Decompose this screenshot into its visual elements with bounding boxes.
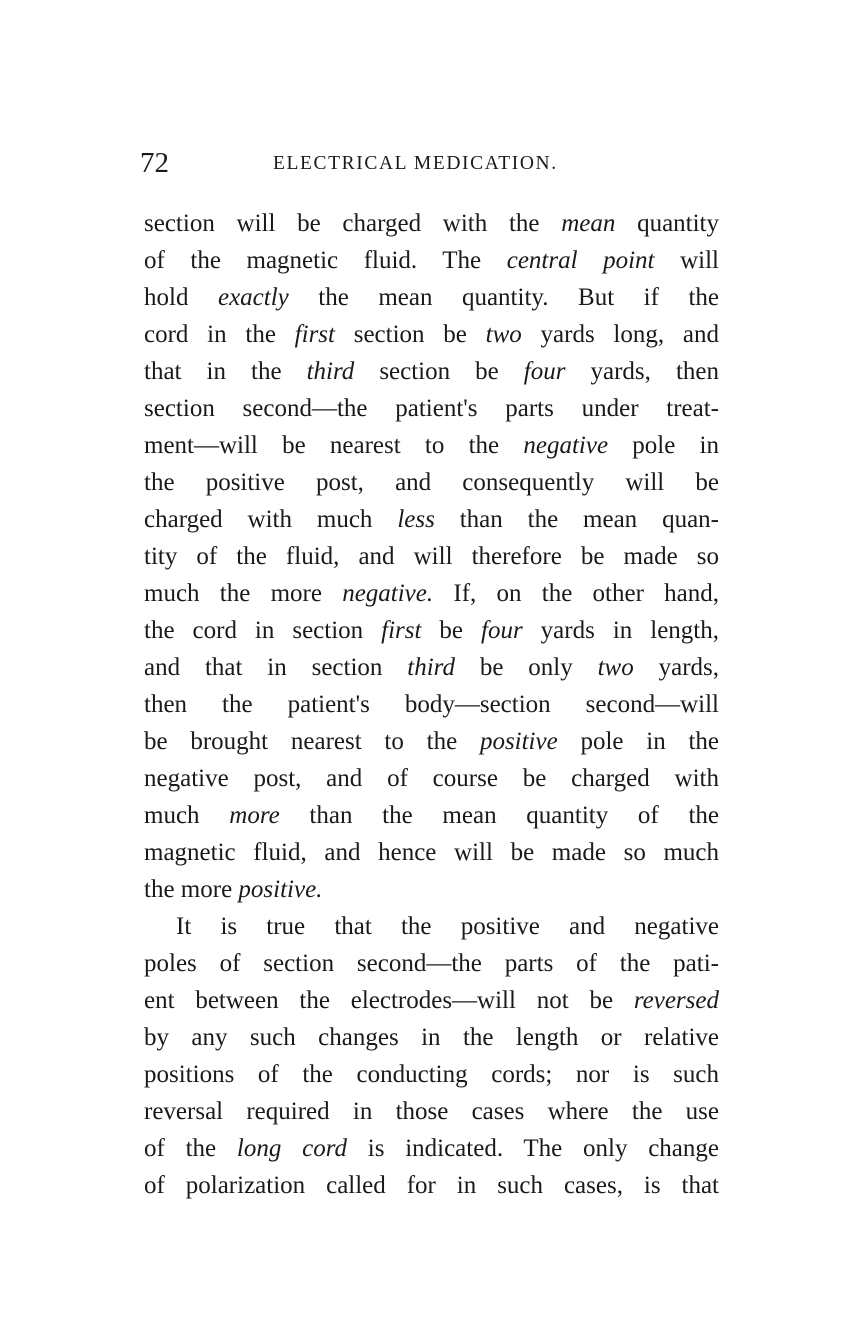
text-line — [144, 242, 719, 279]
text-run: pole in the — [557, 728, 720, 755]
text-line — [144, 205, 719, 242]
text-run: will — [654, 247, 719, 274]
text-line — [144, 760, 719, 797]
text-run: ment—will be nearest to the — [144, 432, 524, 459]
text-run: be — [421, 617, 482, 644]
text-line — [144, 1130, 719, 1167]
body-text — [144, 205, 719, 1204]
text-line — [144, 871, 719, 908]
text-line — [144, 649, 719, 686]
italic-run: four — [523, 358, 566, 385]
text-run: the more — [144, 876, 239, 903]
text-run: magnetic fluid, and hence will be made so much — [144, 839, 719, 866]
text-run: reversal required in those cases where the use — [144, 1098, 719, 1125]
text-line — [144, 390, 719, 427]
text-run: the positive post, and consequently will be — [144, 469, 719, 496]
text-line — [144, 797, 719, 834]
italic-run: less — [397, 506, 435, 533]
text-run: section be — [354, 358, 524, 385]
text-run: then the patient's body—section second—will — [144, 691, 719, 718]
italic-run: negative — [523, 432, 609, 459]
italic-run: four — [481, 617, 523, 644]
text-run: section be — [334, 321, 486, 348]
running-head: ELECTRICAL MEDICATION. — [273, 153, 558, 174]
text-run: It is true that the positive and negative — [176, 913, 719, 940]
text-line — [144, 612, 719, 649]
text-line — [144, 1056, 719, 1093]
text-run: of polarization called for in such cases, is that — [144, 1172, 719, 1199]
text-line — [144, 723, 719, 760]
text-line — [144, 353, 719, 390]
italic-run: two — [597, 654, 634, 681]
text-run: ent between the electrodes—will not be — [144, 987, 634, 1014]
italic-run: third — [407, 654, 455, 681]
text-run: yards long, and — [521, 321, 719, 348]
italic-run: long cord — [236, 1135, 347, 1162]
text-line — [144, 686, 719, 723]
italic-run: negative. — [342, 580, 434, 607]
text-line — [144, 464, 719, 501]
text-run: than the mean quantity of the — [279, 802, 720, 829]
text-line — [144, 501, 719, 538]
italic-run: mean — [561, 210, 616, 237]
text-run: cord in the — [144, 321, 295, 348]
text-line — [144, 945, 719, 982]
text-line — [144, 1019, 719, 1056]
text-run: section will be charged with the — [144, 210, 562, 237]
text-line — [144, 908, 719, 945]
text-line — [144, 316, 719, 353]
text-run: by any such changes in the length or relative — [144, 1024, 719, 1051]
text-line — [144, 279, 719, 316]
text-run: If, on the other hand, — [433, 580, 720, 607]
text-line — [144, 575, 719, 612]
text-line — [144, 427, 719, 464]
text-run: is indicated. The only change — [347, 1135, 719, 1162]
italic-run: first — [294, 321, 335, 348]
text-run: yards, then — [565, 358, 719, 385]
text-run: positions of the conducting cords; nor is such — [144, 1061, 719, 1088]
text-run: tity of the fluid, and will therefore be made so — [144, 543, 719, 570]
text-run: much — [144, 802, 230, 829]
text-run: the cord in section — [144, 617, 382, 644]
text-run: yards in length, — [522, 617, 719, 644]
text-line — [144, 538, 719, 575]
italic-run: positive. — [238, 876, 323, 903]
text-line — [144, 1167, 719, 1204]
italic-run: central point — [506, 247, 655, 274]
page-number: 72 — [140, 147, 169, 179]
text-run: section second—the patient's parts under treat- — [144, 395, 719, 422]
text-run: quantity — [615, 210, 720, 237]
text-run: poles of section second—the parts of the pati- — [144, 950, 719, 977]
text-line — [144, 982, 719, 1019]
text-run: be only — [454, 654, 598, 681]
text-run: and that in section — [144, 654, 408, 681]
text-run: be brought nearest to the — [144, 728, 480, 755]
italic-run: more — [229, 802, 280, 829]
text-run: hold — [144, 284, 218, 311]
text-run: charged with much — [144, 506, 398, 533]
italic-run: two — [485, 321, 522, 348]
text-line — [144, 1093, 719, 1130]
text-run: much the more — [144, 580, 343, 607]
italic-run: first — [381, 617, 422, 644]
text-line — [144, 834, 719, 871]
text-run: the mean quantity. But if the — [288, 284, 719, 311]
text-run: of the — [144, 1135, 237, 1162]
page-header — [140, 146, 720, 180]
text-run: negative post, and of course be charged with — [144, 765, 719, 792]
text-run: pole in — [608, 432, 719, 459]
text-run: that in the — [144, 358, 307, 385]
text-run: than the mean quan- — [434, 506, 719, 533]
italic-run: positive — [479, 728, 558, 755]
italic-run: exactly — [217, 284, 289, 311]
text-run: yards, — [633, 654, 719, 681]
italic-run: third — [306, 358, 355, 385]
text-run: of the magnetic fluid. The — [144, 247, 507, 274]
italic-run: reversed — [633, 987, 719, 1014]
